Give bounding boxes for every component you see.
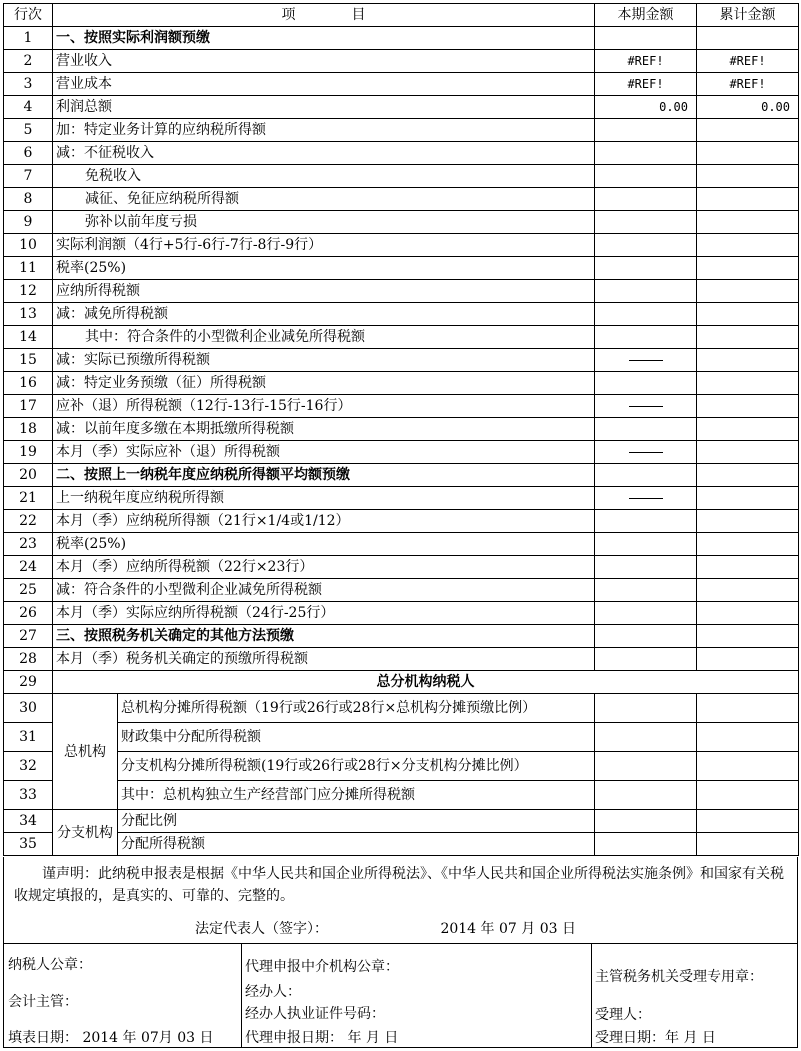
cell-current[interactable]: [595, 781, 697, 810]
table-row: [4, 395, 799, 418]
row-label: 本月（季）应纳税所得额（21行×1/4或1/12）: [53, 510, 595, 533]
footer-box: [3, 943, 798, 1048]
row-label: 上一纳税年度应纳税所得额: [53, 487, 595, 510]
row-label: 减：不征税收入: [53, 142, 595, 165]
cell-current[interactable]: [595, 648, 697, 671]
cell-cumulative[interactable]: [697, 211, 799, 234]
table-row: [4, 441, 799, 464]
cell-cumulative[interactable]: [697, 510, 799, 533]
cell-cumulative[interactable]: [697, 395, 799, 418]
row-no: 4: [4, 96, 53, 119]
cell-current[interactable]: [595, 165, 697, 188]
row-label: 营业收入: [53, 50, 595, 73]
cell-cumulative[interactable]: [697, 418, 799, 441]
cell-current[interactable]: #REF!: [595, 73, 697, 96]
row-label: 本月（季）实际应纳所得税额（24行-25行）: [53, 602, 595, 625]
header-item: 项 目: [53, 4, 595, 27]
receiver-label: 受理人：: [595, 1007, 651, 1023]
cell-current[interactable]: [595, 257, 697, 280]
cell-current[interactable]: [595, 723, 697, 752]
cell-cumulative[interactable]: [697, 303, 799, 326]
row-label: 利润总额: [53, 96, 595, 119]
row-no: 12: [4, 280, 53, 303]
tax-office-seal-label: 主管税务机关受理专用章：: [595, 969, 763, 985]
row-label: 应纳所得税额: [53, 280, 595, 303]
not-applicable-dash: [629, 406, 663, 407]
row-label: 税率(25%): [53, 257, 595, 280]
row-label: 分支机构分摊所得税额(19行或26行或28行×分支机构分摊比例）: [118, 752, 595, 781]
cell-current[interactable]: [595, 303, 697, 326]
row-no: 22: [4, 510, 53, 533]
table-row: [4, 234, 799, 257]
row-no: 25: [4, 579, 53, 602]
cell-current-na: [595, 395, 697, 418]
table-row: [4, 533, 799, 556]
row-label: 本月（季）实际应补（退）所得税额: [53, 441, 595, 464]
table-row: [4, 142, 799, 165]
row-label: 总机构分摊所得税额（19行或26行或28行×总机构分摊预缴比例）: [118, 694, 595, 723]
row-no: 13: [4, 303, 53, 326]
declaration-text: 谨声明：此纳税申报表是根据《中华人民共和国企业所得税法》、《中华人民共和国企业所得税法实施条例》和国家有关税收规定填报的，是真实的、可靠的、完整的。: [14, 866, 784, 904]
declaration-date: 2014 年 07 月 03 日: [440, 921, 576, 937]
row-label: 其中：符合条件的小型微利企业减免所得税额: [53, 326, 595, 349]
agency-date: 代理申报日期： 年 月 日: [245, 1030, 399, 1046]
cell-current[interactable]: [595, 510, 697, 533]
table-row: [4, 648, 799, 671]
cell-current[interactable]: [595, 234, 697, 257]
row-no: 21: [4, 487, 53, 510]
table-row: [4, 510, 799, 533]
handler-cert-label: 经办人执业证件号码：: [245, 1006, 385, 1022]
cell-current-na: [595, 441, 697, 464]
row-no: 28: [4, 648, 53, 671]
row-no: 19: [4, 441, 53, 464]
cell-cumulative[interactable]: [697, 648, 799, 671]
row-no: 30: [4, 694, 53, 723]
cell-cumulative[interactable]: [697, 165, 799, 188]
row-no: 27: [4, 625, 53, 648]
table-row: [4, 188, 799, 211]
cell-cumulative[interactable]: #REF!: [697, 73, 799, 96]
cell-cumulative[interactable]: [697, 487, 799, 510]
row-no: 10: [4, 234, 53, 257]
table-row: [4, 257, 799, 280]
table-row: [4, 119, 799, 142]
table-row: [4, 579, 799, 602]
taxpayer-seal-label: 纳税人公章：: [8, 957, 92, 973]
table-row: [4, 602, 799, 625]
cell-cumulative[interactable]: [697, 723, 799, 752]
table-row: [4, 781, 799, 810]
table-row: [4, 372, 799, 395]
table-row: [4, 165, 799, 188]
accountant-label: 会计主管：: [8, 994, 78, 1010]
cell-cumulative[interactable]: [697, 602, 799, 625]
table-row: [4, 303, 799, 326]
row-label: 一、按照实际利润额预缴: [53, 27, 595, 50]
cell-current-na: [595, 349, 697, 372]
row-no: 35: [4, 833, 53, 856]
row-no: 9: [4, 211, 53, 234]
table-row: [4, 810, 799, 833]
cell-current[interactable]: [595, 625, 697, 648]
row-label: 实际利润额（4行+5行-6行-7行-8行-9行）: [53, 234, 595, 257]
row-label: 分配所得税额: [118, 833, 595, 856]
cell-cumulative[interactable]: [697, 372, 799, 395]
cell-cumulative[interactable]: [697, 119, 799, 142]
row-no: 29: [4, 671, 53, 694]
group-branch: 分支机构: [53, 810, 118, 856]
row-label: 减征、免征应纳税所得额: [53, 188, 595, 211]
cell-cumulative[interactable]: [697, 188, 799, 211]
row-no: 33: [4, 781, 53, 810]
not-applicable-dash: [629, 452, 663, 453]
cell-current[interactable]: [595, 418, 697, 441]
cell-current[interactable]: [595, 280, 697, 303]
cell-current[interactable]: [595, 602, 697, 625]
cell-current[interactable]: [595, 326, 697, 349]
cell-current[interactable]: [595, 694, 697, 723]
row-label: 税率(25%): [53, 533, 595, 556]
cell-current[interactable]: [595, 533, 697, 556]
table-row: [4, 280, 799, 303]
row-no: 1: [4, 27, 53, 50]
table-row: [4, 833, 799, 856]
not-applicable-dash: [629, 360, 663, 361]
handler-label: 经办人：: [245, 984, 301, 1000]
cell-current[interactable]: [595, 27, 697, 50]
row-no: 24: [4, 556, 53, 579]
table-row: [4, 50, 799, 73]
table-row: [4, 326, 799, 349]
row-no: 17: [4, 395, 53, 418]
row-label: 弥补以前年度亏损: [53, 211, 595, 234]
row-label: 其中：总机构独立生产经营部门应分摊所得税额: [118, 781, 595, 810]
cell-cumulative[interactable]: [697, 27, 799, 50]
cell-cumulative[interactable]: [697, 326, 799, 349]
cell-current-na: [595, 487, 697, 510]
tax-office-column: [591, 944, 797, 1047]
table-row: [4, 723, 799, 752]
row-no: 5: [4, 119, 53, 142]
cell-cumulative[interactable]: [697, 464, 799, 487]
cell-cumulative[interactable]: [697, 694, 799, 723]
cell-current[interactable]: [595, 833, 697, 856]
row-no: 31: [4, 723, 53, 752]
row-label: 本月（季）应纳所得税额（22行×23行）: [53, 556, 595, 579]
cell-current[interactable]: [595, 372, 697, 395]
cell-current[interactable]: [595, 556, 697, 579]
row-label: 减：特定业务预缴（征）所得税额: [53, 372, 595, 395]
row-no: 3: [4, 73, 53, 96]
cell-current[interactable]: [595, 810, 697, 833]
row-no: 34: [4, 810, 53, 833]
row-label: 应补（退）所得税额（12行-13行-15行-16行）: [53, 395, 595, 418]
taxpayer-column: [4, 944, 242, 1047]
row-no: 11: [4, 257, 53, 280]
row-no: 2: [4, 50, 53, 73]
group-head-office: 总机构: [53, 694, 118, 810]
cell-cumulative[interactable]: [697, 625, 799, 648]
table-row: [4, 625, 799, 648]
row-label: 二、按照上一纳税年度应纳税所得额平均额预缴: [53, 464, 595, 487]
table-row: [4, 96, 799, 119]
cell-current[interactable]: [595, 464, 697, 487]
row-no: 26: [4, 602, 53, 625]
section-title: 总分机构纳税人: [53, 671, 799, 694]
cell-current[interactable]: [595, 211, 697, 234]
cell-cumulative[interactable]: [697, 556, 799, 579]
cell-cumulative[interactable]: [697, 810, 799, 833]
table-row: [4, 556, 799, 579]
table-row: [4, 752, 799, 781]
row-label: 免税收入: [53, 165, 595, 188]
table-row: [4, 73, 799, 96]
table-row: [4, 671, 799, 694]
header-row-no: 行次: [4, 4, 53, 27]
fill-date: 填表日期： 2014 年 07月 03 日: [8, 1030, 214, 1046]
cell-cumulative[interactable]: [697, 142, 799, 165]
agency-column: [241, 944, 592, 1047]
row-label: 营业成本: [53, 73, 595, 96]
row-label: 减：实际已预缴所得税额: [53, 349, 595, 372]
table-row: [4, 349, 799, 372]
row-no: 6: [4, 142, 53, 165]
cell-cumulative[interactable]: [697, 833, 799, 856]
row-label: 财政集中分配所得税额: [118, 723, 595, 752]
agency-seal-label: 代理申报中介机构公章：: [245, 959, 399, 975]
row-label: 本月（季）税务机关确定的预缴所得税额: [53, 648, 595, 671]
cell-cumulative[interactable]: #REF!: [697, 50, 799, 73]
row-no: 20: [4, 464, 53, 487]
table-row: [4, 464, 799, 487]
cell-current[interactable]: 0.00: [595, 96, 697, 119]
row-label: 减：减免所得税额: [53, 303, 595, 326]
row-label: 减：符合条件的小型微利企业减免所得税额: [53, 579, 595, 602]
row-no: 8: [4, 188, 53, 211]
cell-cumulative[interactable]: [697, 752, 799, 781]
cell-cumulative[interactable]: [697, 781, 799, 810]
row-label: 分配比例: [118, 810, 595, 833]
row-no: 18: [4, 418, 53, 441]
cell-current[interactable]: #REF!: [595, 50, 697, 73]
cell-cumulative[interactable]: [697, 441, 799, 464]
header-current: 本期金额: [595, 4, 697, 27]
cell-cumulative[interactable]: [697, 579, 799, 602]
table-row: [4, 694, 799, 723]
row-label: 三、按照税务机关确定的其他方法预缴: [53, 625, 595, 648]
table-header: [4, 4, 799, 27]
row-no: 16: [4, 372, 53, 395]
table-row: [4, 418, 799, 441]
cell-cumulative[interactable]: [697, 533, 799, 556]
header-cumulative: 累计金额: [697, 4, 799, 27]
cell-cumulative[interactable]: [697, 349, 799, 372]
not-applicable-dash: [629, 498, 663, 499]
signature-line: [195, 918, 584, 938]
tax-return-table: [3, 3, 799, 856]
row-no: 7: [4, 165, 53, 188]
row-no: 14: [4, 326, 53, 349]
cell-current[interactable]: [595, 188, 697, 211]
legal-rep-label: 法定代表人（签字）：: [195, 921, 328, 937]
cell-cumulative[interactable]: [697, 257, 799, 280]
cell-current[interactable]: [595, 142, 697, 165]
row-no: 32: [4, 752, 53, 781]
receive-date: 受理日期：年 月 日: [595, 1030, 716, 1046]
cell-cumulative[interactable]: [697, 234, 799, 257]
table-row: [4, 27, 799, 50]
row-label: 加：特定业务计算的应纳税所得额: [53, 119, 595, 142]
cell-cumulative[interactable]: [697, 280, 799, 303]
cell-current[interactable]: [595, 579, 697, 602]
table-row: [4, 211, 799, 234]
row-label: 减：以前年度多缴在本期抵缴所得税额: [53, 418, 595, 441]
row-no: 23: [4, 533, 53, 556]
table-row: [4, 487, 799, 510]
cell-cumulative[interactable]: 0.00: [697, 96, 799, 119]
cell-current[interactable]: [595, 119, 697, 142]
row-no: 15: [4, 349, 53, 372]
cell-current[interactable]: [595, 752, 697, 781]
